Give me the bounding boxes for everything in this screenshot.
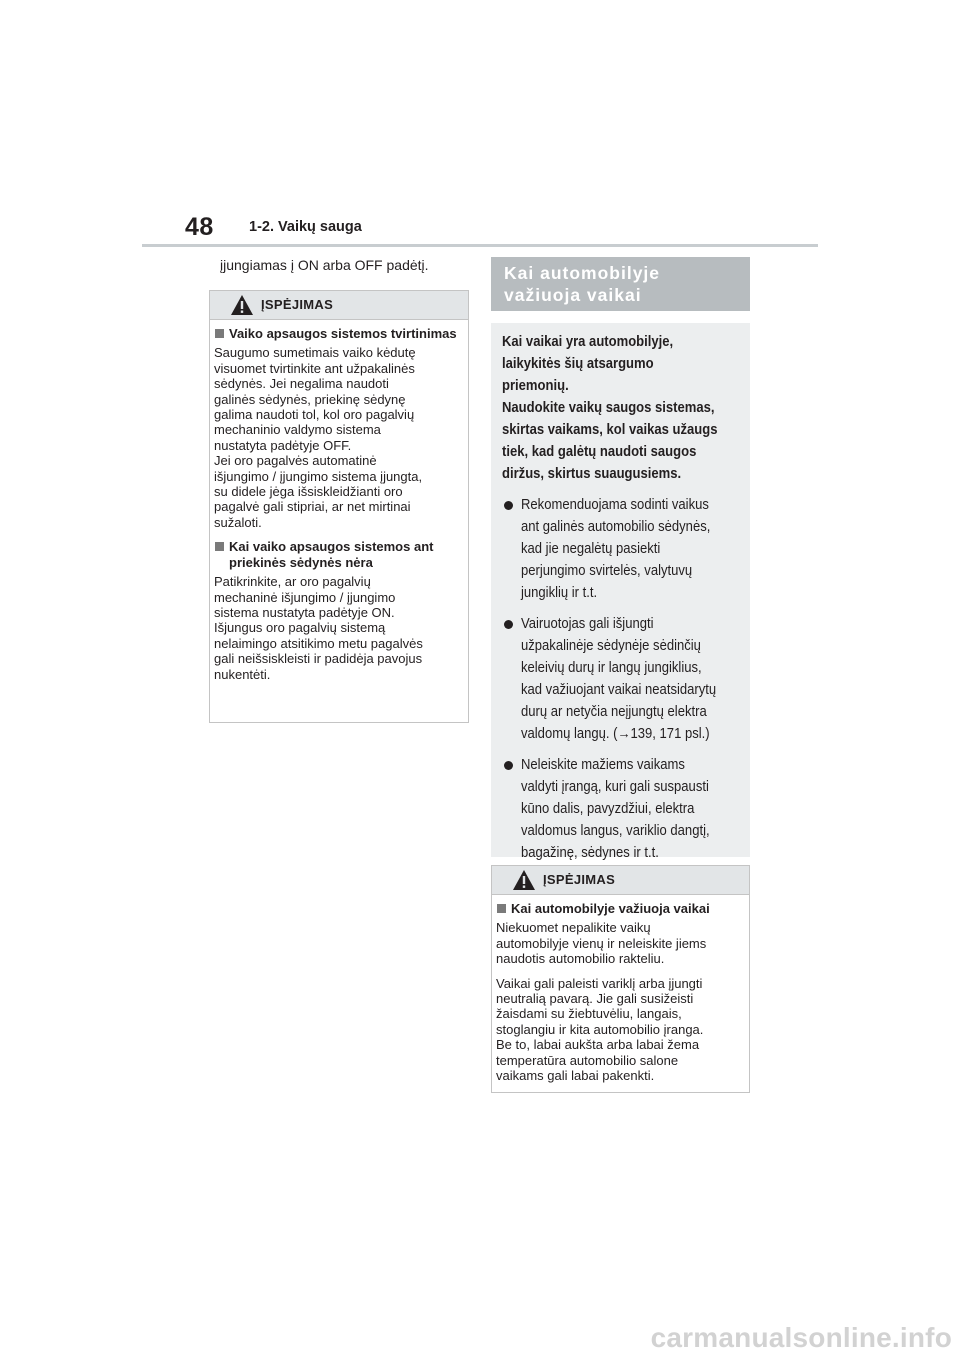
warning-item-heading [214,326,464,341]
square-bullet-icon [215,542,224,551]
square-bullet-icon [215,329,224,338]
square-bullet-icon [497,904,506,913]
warning-item-heading [496,901,745,916]
list-item-text: Neleiskite mažiems vaikams valdyti įrangą, kuri gali suspausti kūno dalis, pavyzdžiui, elektra valdomus langus, variklio dangtį, bagažinę, sėdynes ir t.t. [521,757,710,861]
list-item-text: Rekomenduojama sodinti vaikus ant galinės automobilio sėdynės, kad jie negalėtų pasiekti perjungimo svirtelės, valytuvų jungiklių ir t.t. [521,497,711,601]
warning-item-heading-text: Vaiko apsaugos sistemos tvirtinimas [229,326,457,341]
warning-triangle-icon [230,294,254,316]
list-item [502,613,738,745]
page-number: 48 [185,213,214,241]
warning-box-left [209,290,469,723]
warning-header [492,866,749,895]
warning-title: ĮSPĖJIMAS [261,297,334,312]
warning-title: ĮSPĖJIMAS [543,872,616,887]
topic-heading: Kai automobilyje važiuoja vaikai [491,257,750,311]
warning-item-heading-text: Kai automobilyje važiuoja vaikai [511,901,710,916]
header-rule [142,244,818,247]
warning-item-text: Niekuomet nepalikite vaikų automobilyje vienų ir neleiskite jiems naudotis automobilio rakteliu. [496,920,707,967]
round-bullet-icon [504,761,513,770]
warning-header [210,291,468,320]
list-item [502,754,738,864]
round-bullet-icon [504,501,513,510]
warning-triangle-icon [512,869,536,891]
warning-item-heading-text: Kai vaiko apsaugos sistemos ant priekinės sėdynės nėra [229,539,434,570]
topic-panel [491,323,750,861]
warning-item-text: Patikrinkite, ar oro pagalvių mechaninė išjungimo / įjungimo sistema nustatyta padėtyje ON. Išjungus oro pagalvių sistemą nelaimingo atsitikimo metu pagalvės gali neišsiskleisti ir padidėja pavojus nukentėti. [214,574,423,682]
intro-text: įjungiamas į ON arba OFF padėtį. [220,257,429,273]
list-item-text: Vairuotojas gali išjungti užpakalinėje sėdynėje sėdinčių keleivių durų ir langų jungiklius, kad važiuojant vaikai neatsidarytų durų ar netyčia neįjungtų elektra valdomų langų. (→139, 171 psl.) [521,616,717,742]
watermark: carmanualsonline.info [650,1322,952,1353]
warning-box-right [491,865,750,1093]
round-bullet-icon [504,620,513,629]
warning-item-text: Saugumo sumetimais vaiko kėdutę visuomet tvirtinkite ant užpakalinės sėdynės. Jei negalima naudoti galinės sėdynės, priekinę sėdynę galima naudoti tol, kol oro pagalvių mechaninio valdymo sistema nustatyta padėtyje OFF. Jei oro pagalvės automatinė išjungimo / įjungimo sistema įjungta, su didele jėga išsiskleidžianti oro pagalvė gali stipriai, ar net mirtinai sužaloti. [214,345,423,530]
list-item [502,494,738,604]
warning-item-heading [214,539,464,570]
section-title: 1-2. Vaikų sauga [249,219,362,235]
warning-item-text: Vaikai gali paleisti variklį arba įjungti neutralią pavarą. Jie gali susižeisti žaisdami su žiebtuvėliu, langais, stoglangiu ir kita automobilio įranga. Be to, labai aukšta arba labai žema temperatūra automobilio salone vaikams gali labai pakenkti. [496,975,704,1084]
topic-lead: Kai vaikai yra automobilyje, laikykitės šių atsargumo priemonių. Naudokite vaikų saugos sistemas, skirtas vaikams, kol vaikas užaugs tiek, kad galėtų naudoti saugos diržus, skirtus suaugusiems. [502,334,718,482]
